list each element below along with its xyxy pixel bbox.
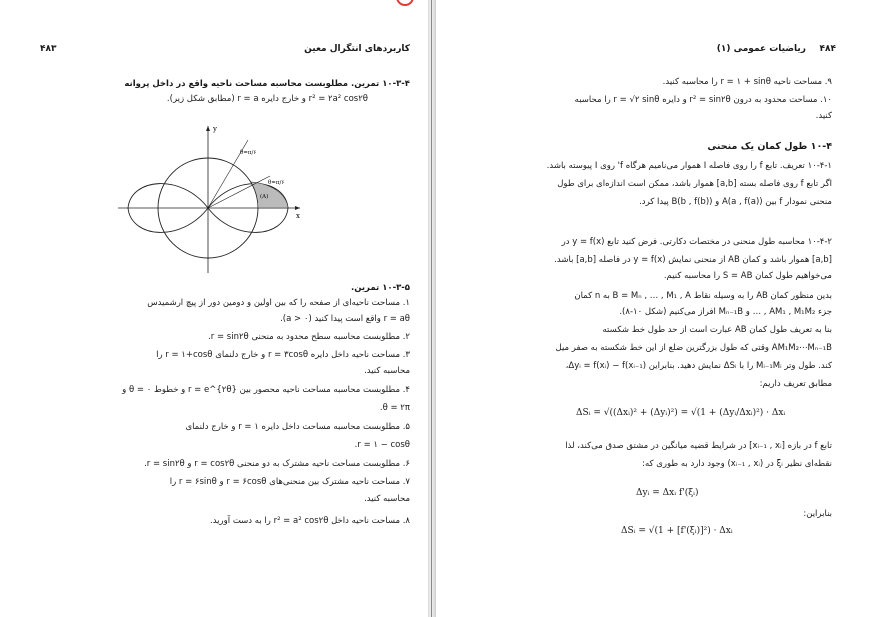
mvt-line: نقطه‌ای نظیر ξᵢ در (xᵢ₋₁ , xᵢ) وجود دارد به طوری که: bbox=[642, 459, 832, 469]
right-page bbox=[436, 0, 878, 617]
item-line: محاسبه کنید. bbox=[364, 494, 410, 504]
book-gutter bbox=[428, 0, 436, 617]
calc-line: کند. طول وتر Mᵢ₋₁Mᵢ را با ΔSᵢ نمایش دهید. بنابراین Δyᵢ = f(xᵢ) − f(xᵢ₋₁)، bbox=[565, 361, 832, 371]
item-line: r = aθ واقع است پیدا کنید (a > ۰). bbox=[280, 314, 410, 324]
item-line: r = ۱ − cosθ. bbox=[354, 440, 410, 450]
calc-line: [a,b] هموار باشد و کمان AB از منحنی نمایش y = f(x) در فاصله [a,b] باشد. bbox=[554, 255, 832, 265]
definition-line: اگر تابع f روی فاصله بسته [a,b] هموار باشد، ممکن است اندازه‌ای برای طول bbox=[557, 179, 832, 189]
formula-delta-s-final: ΔSᵢ = √(1 + [f'(ξᵢ)]²) · Δxᵢ bbox=[621, 526, 733, 536]
item-line: ۶. مطلوبست مساحت ناحیه مشترک به دو منحنی r = cos۲θ و r = sin۲θ. bbox=[144, 459, 410, 469]
exercise-heading: ۱۰-۳-۴ تمرین. مطلوبست محاسبه مساحت ناحیه واقع در داخل پروانه bbox=[124, 79, 410, 89]
definition-line: منحنی نمودار f بین A(a , f(a)) و B(b , f(b)) پیدا کرد. bbox=[639, 197, 832, 207]
angle-top-label: θ=π/۶ bbox=[240, 150, 257, 156]
item-line: ۷. مساحت ناحیه مشترک بین منحنی‌های r = ۶cosθ و r = ۶sinθ را bbox=[169, 477, 410, 487]
angle-right-label: θ=π/۶ bbox=[268, 180, 285, 186]
item-line: محاسبه کنید. bbox=[364, 366, 410, 376]
mvt-line: تابع f در بازه [xᵢ₋₁ , xᵢ] در شرایط قضیه میانگین در مشتق صدق می‌کند، لذا bbox=[565, 441, 832, 451]
left-header-title: کاربردهای انتگرال معین bbox=[304, 44, 410, 54]
section-title: ۱۰-۴ طول کمان یک منحنی bbox=[707, 141, 832, 152]
left-page bbox=[0, 0, 428, 617]
region-label: (A) bbox=[260, 194, 269, 200]
calc-line: می‌خواهیم طول کمان S = AB را محاسبه کنیم. bbox=[663, 271, 832, 281]
formula-delta-y: Δyᵢ = Δxᵢ f'(ξᵢ) bbox=[636, 488, 699, 498]
item-line: ۲. مطلوبست محاسبه سطح محدود به منحنی r = sin۲θ. bbox=[208, 332, 410, 342]
item-line: θ = ۲π. bbox=[379, 403, 410, 413]
polar-figure bbox=[110, 118, 310, 278]
left-page-number: ۴۸۳ bbox=[40, 44, 57, 54]
item-line: ۱. مساحت ناحیه‌ای از صفحه را که بین اولین و دومین دور از پیچ ارشمیدس bbox=[147, 298, 410, 308]
gutter-line bbox=[431, 0, 432, 617]
calc-line: مطابق تعریف داریم: bbox=[759, 379, 832, 389]
calc-line: AM₁M₂⋯Mₙ₋₁B وقتی که طول بزرگترین ضلع از این خط شکسته به صفر میل bbox=[555, 343, 832, 353]
item-line: ۴. مطلوبست محاسبه مساحت ناحیه محصور بین r = e^{۲θ} و خطوط θ = ۰ و bbox=[122, 385, 410, 395]
item-line: کنید. bbox=[815, 111, 832, 121]
right-header-title: ریاضیات عمومی (۱) bbox=[716, 44, 806, 54]
right-page-number: ۴۸۴ bbox=[819, 44, 836, 54]
item-line: ۸. مساحت ناحیه داخل r² = a² cos۲θ را به دست آورید. bbox=[210, 516, 410, 526]
item-line: ۵. مطلوبست محاسبه مساحت داخل دایره r = ۱ و خارج دلنمای bbox=[185, 422, 410, 432]
therefore-label: بنابراین: bbox=[803, 509, 832, 519]
section-heading-exercises: ۱۰-۳-۵ تمرین. bbox=[350, 283, 410, 293]
calc-line: ۱۰-۴-۲ محاسبه طول منحنی در مختصات دکارتی. فرض کنید تابع y = f(x) در bbox=[561, 237, 832, 247]
calc-line: بنا به تعریف طول کمان AB عبارت است از حد طول خط شکسته bbox=[602, 325, 832, 335]
definition-line: ۱۰-۴-۱ تعریف. تابع f را روی فاصله I هموار می‌نامیم هرگاه f' روی I پیوسته باشد. bbox=[546, 161, 832, 171]
item-line: ۱۰. مساحت محدود به درون r² = sin۲θ و دایره r = √۲ sinθ را محاسبه bbox=[574, 95, 832, 105]
calc-line: بدین منظور کمان AB را به وسیله نقاط B = Mₙ , … , M₁ , A به n کمان bbox=[574, 291, 832, 301]
x-axis-label: x bbox=[296, 212, 300, 220]
y-axis-label: y bbox=[213, 125, 217, 133]
item-line: ۳. مساحت ناحیه داخل دایره r = ۳cosθ و خارج دلنمای r = ۱+cosθ را bbox=[156, 350, 410, 360]
calc-line: جزء AM₁ , M₁M₂ , … و Mₙ₋₁B افراز می‌کنیم (شکل ۱۰-۸). bbox=[619, 307, 832, 317]
item-line: ۹. مساحت ناحیه r = ۱ + sinθ را محاسبه کنید. bbox=[662, 77, 832, 87]
formula-delta-s: ΔSᵢ = √((Δxᵢ)² + (Δyᵢ)²) = √(1 + (Δyᵢ/Δxᵢ)²) · Δxᵢ bbox=[576, 408, 786, 418]
exercise-line-2: r² = ۲a² cos۲θ و خارج دایره r = a (مطابق شکل زیر). bbox=[166, 94, 368, 104]
